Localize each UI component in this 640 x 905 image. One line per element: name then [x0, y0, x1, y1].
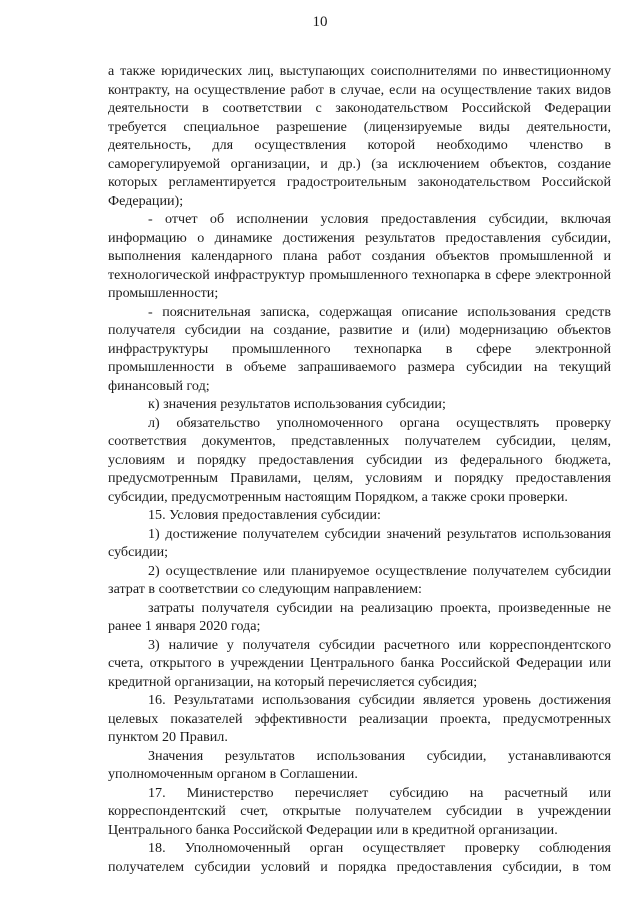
paragraph: 1) достижение получателем субсидии значений результатов использования субсидии;: [108, 525, 611, 560]
paragraph: 17. Министерство перечисляет субсидию на расчетный или корреспондентский счет, открытые получателем субсидии в учреждении Центрального банка Российской Федерации или в кредитной организации.: [108, 784, 611, 838]
paragraph: затраты получателя субсидии на реализацию проекта, произведенные не ранее 1 января 2020 года;: [108, 599, 611, 634]
paragraph: 18. Уполномоченный орган осуществляет проверку соблюдения получателем субсидии условий и порядка предоставления субсидии, в том: [108, 840, 611, 875]
paragraph: Значения результатов использования субсидии, устанавливаются уполномоченным органом в Соглашении.: [108, 747, 611, 782]
paragraph: - отчет об исполнении условия предоставления субсидии, включая информацию о динамике достижения результатов предоставления субсидии, выполнения календарного плана работ создания объектов промышленной и технологической инфраструктур промышленного технопарка в сфере электронной промышленности;: [108, 211, 611, 301]
page-number: 10: [312, 14, 328, 30]
paragraph: - пояснительная записка, содержащая описание использования средств получателя субсидии на создание, развитие и (или) модернизацию объектов инфраструктуры промышленного технопарка в сфере электронной промышленности в объеме запрашиваемого размера субсидии на текущий финансовый год;: [108, 303, 611, 394]
paragraph: 3) наличие у получателя субсидии расчетного или корреспондентского счета, открытого в учреждении Центрального банка Российской Федерации или кредитной организации, на который перечисляется субсидия;: [108, 636, 611, 690]
paragraph: а также юридических лиц, выступающих соисполнителями по инвестиционному контракту, на осуществление работ в случае, если на осуществление таких видов деятельности в соответствии с законодательством Российской Федерации требуется специальное разрешение (лицензируемые виды деятельности, деятельность, для осуществления которой необходимо членство в саморегулируемой организации, и др.) (за исключением объектов, создание которых регламентируется градостроительным законодательством Российской Федерации);: [108, 63, 611, 209]
paragraph: л) обязательство уполномоченного органа осуществлять проверку соответствия документов, представленных получателем субсидии, целям, условиям и порядку предоставления субсидии из федерального бюджета, предусмотренным Правилами, целям, условиям и порядку предоставления субсидии, предусмотренным настоящим Порядком, а также сроки проверки.: [108, 414, 611, 505]
paragraph: 2) осуществление или планируемое осуществление получателем субсидии затрат в соответствии со следующим направлением:: [108, 562, 611, 597]
paragraph: к) значения результатов использования субсидии;: [148, 396, 446, 412]
paragraph: 16. Результатами использования субсидии является уровень достижения целевых показателей эффективности реализации проекта, предусмотренных пунктом 20 Правил.: [108, 692, 611, 745]
paragraph: 15. Условия предоставления субсидии:: [148, 507, 381, 523]
document-body: [108, 62, 611, 876]
